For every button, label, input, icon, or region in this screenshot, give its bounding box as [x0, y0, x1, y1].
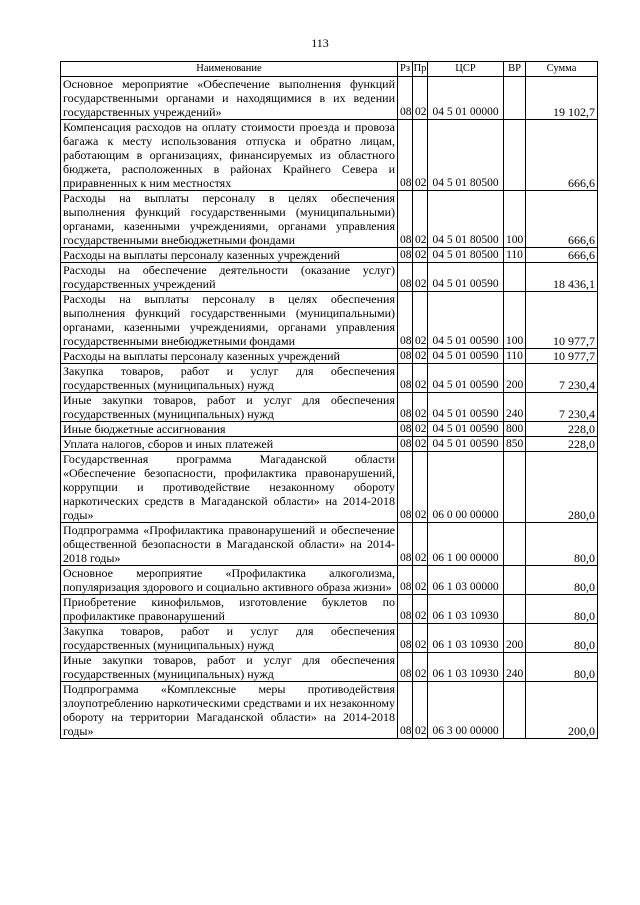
row-name: Подпрограмма «Профилактика правонарушений и обеспечение общественной безопасности в Магаданской области» на 2014-2018 годы» — [61, 523, 398, 566]
row-csr: 04 5 01 00590 — [428, 263, 504, 292]
row-name: Основное мероприятие «Профилактика алкоголизма, популяризация здорового и социально активного образа жизни» — [61, 566, 398, 595]
row-csr: 06 3 00 00000 — [428, 682, 504, 739]
row-pr: 02 — [413, 263, 428, 292]
row-csr: 06 1 03 10930 — [428, 653, 504, 682]
row-name: Расходы на выплаты персоналу в целях обеспечения выполнения функций государственными (муниципальными) органами, казенными учреждениями, органами управления государственными внебюджетными фондами — [61, 292, 398, 349]
row-vr: 200 — [504, 624, 526, 653]
row-vr: 110 — [504, 248, 526, 263]
row-pr: 02 — [413, 566, 428, 595]
row-rz: 08 — [398, 263, 413, 292]
row-sum: 19 102,7 — [526, 77, 598, 120]
table-row — [61, 191, 598, 248]
row-name: Основное мероприятие «Обеспечение выполнения функций государственными органами и находящимися в их ведении государственных учреждений» — [61, 77, 398, 120]
row-csr: 04 5 01 00590 — [428, 422, 504, 437]
row-csr: 06 1 03 00000 — [428, 566, 504, 595]
row-csr: 04 5 01 00590 — [428, 349, 504, 364]
row-vr: 800 — [504, 422, 526, 437]
row-name: Закупка товаров, работ и услуг для обеспечения государственных (муниципальных) нужд — [61, 624, 398, 653]
row-vr — [504, 595, 526, 624]
row-pr: 02 — [413, 292, 428, 349]
row-rz: 08 — [398, 422, 413, 437]
row-sum: 80,0 — [526, 653, 598, 682]
row-sum: 7 230,4 — [526, 393, 598, 422]
row-sum: 10 977,7 — [526, 349, 598, 364]
row-rz: 08 — [398, 191, 413, 248]
table-row — [61, 682, 598, 739]
budget-table — [60, 61, 598, 739]
table-row — [61, 624, 598, 653]
row-vr — [504, 566, 526, 595]
row-rz: 08 — [398, 393, 413, 422]
row-rz: 08 — [398, 682, 413, 739]
row-sum: 200,0 — [526, 682, 598, 739]
row-pr: 02 — [413, 595, 428, 624]
row-pr: 02 — [413, 77, 428, 120]
row-pr: 02 — [413, 120, 428, 191]
row-sum: 228,0 — [526, 422, 598, 437]
table-row — [61, 263, 598, 292]
row-rz: 08 — [398, 292, 413, 349]
row-csr: 06 0 00 00000 — [428, 452, 504, 523]
row-pr: 02 — [413, 422, 428, 437]
row-sum: 80,0 — [526, 624, 598, 653]
row-name: Расходы на обеспечение деятельности (оказание услуг) государственных учреждений — [61, 263, 398, 292]
row-csr: 04 5 01 80500 — [428, 248, 504, 263]
row-vr: 850 — [504, 437, 526, 452]
table-row — [61, 364, 598, 393]
table-row — [61, 653, 598, 682]
row-pr: 02 — [413, 523, 428, 566]
row-sum: 280,0 — [526, 452, 598, 523]
row-name: Расходы на выплаты персоналу казенных учреждений — [61, 248, 398, 263]
header-csr: ЦСР — [428, 62, 504, 77]
row-name: Государственная программа Магаданской области «Обеспечение безопасности, профилактика правонарушений, коррупции и противодействие незаконному обороту наркотических средств в Магаданской области» на 2014-2018 годы» — [61, 452, 398, 523]
header-pr: Пр — [413, 62, 428, 77]
row-rz: 08 — [398, 349, 413, 364]
row-sum: 228,0 — [526, 437, 598, 452]
table-row — [61, 393, 598, 422]
row-csr: 04 5 01 00590 — [428, 292, 504, 349]
row-name: Закупка товаров, работ и услуг для обеспечения государственных (муниципальных) нужд — [61, 364, 398, 393]
row-name: Компенсация расходов на оплату стоимости проезда и провоза багажа к месту использования отпуска и обратно лицам, работающим в организациях, финансируемых из областного бюджета, расположенных в районах Крайнего Севера и приравненных к ним местностях — [61, 120, 398, 191]
row-vr: 240 — [504, 653, 526, 682]
row-pr: 02 — [413, 248, 428, 263]
row-sum: 18 436,1 — [526, 263, 598, 292]
row-pr: 02 — [413, 349, 428, 364]
row-vr: 110 — [504, 349, 526, 364]
row-vr — [504, 77, 526, 120]
table-row — [61, 523, 598, 566]
table-row — [61, 437, 598, 452]
row-vr — [504, 682, 526, 739]
row-pr: 02 — [413, 624, 428, 653]
row-rz: 08 — [398, 624, 413, 653]
row-csr: 04 5 01 00590 — [428, 364, 504, 393]
row-csr: 04 5 01 80500 — [428, 191, 504, 248]
row-rz: 08 — [398, 364, 413, 393]
row-pr: 02 — [413, 191, 428, 248]
table-row — [61, 349, 598, 364]
row-vr — [504, 263, 526, 292]
row-sum: 7 230,4 — [526, 364, 598, 393]
row-vr: 240 — [504, 393, 526, 422]
row-sum: 666,6 — [526, 248, 598, 263]
table-row — [61, 595, 598, 624]
row-name: Расходы на выплаты персоналу казенных учреждений — [61, 349, 398, 364]
row-rz: 08 — [398, 566, 413, 595]
table-row — [61, 248, 598, 263]
row-pr: 02 — [413, 393, 428, 422]
row-rz: 08 — [398, 523, 413, 566]
row-vr: 200 — [504, 364, 526, 393]
row-rz: 08 — [398, 437, 413, 452]
row-pr: 02 — [413, 437, 428, 452]
header-name: Наименование — [61, 62, 398, 77]
row-sum: 666,6 — [526, 120, 598, 191]
row-csr: 06 1 03 10930 — [428, 624, 504, 653]
row-name: Подпрограмма «Комплексные меры противодействия злоупотреблению наркотическими средствами и их незаконному обороту на территории Магаданской области» на 2014-2018 годы» — [61, 682, 398, 739]
row-sum: 666,6 — [526, 191, 598, 248]
row-name: Иные бюджетные ассигнования — [61, 422, 398, 437]
row-csr: 04 5 01 00000 — [428, 77, 504, 120]
row-vr — [504, 523, 526, 566]
row-pr: 02 — [413, 653, 428, 682]
table-row — [61, 120, 598, 191]
row-csr: 06 1 03 10930 — [428, 595, 504, 624]
row-sum: 80,0 — [526, 566, 598, 595]
row-pr: 02 — [413, 452, 428, 523]
row-name: Уплата налогов, сборов и иных платежей — [61, 437, 398, 452]
row-vr: 100 — [504, 191, 526, 248]
row-csr: 04 5 01 00590 — [428, 393, 504, 422]
row-rz: 08 — [398, 452, 413, 523]
row-csr: 04 5 01 00590 — [428, 437, 504, 452]
header-sum: Сумма — [526, 62, 598, 77]
row-name: Расходы на выплаты персоналу в целях обеспечения выполнения функций государственными (муниципальными) органами, казенными учреждениями, органами управления государственными внебюджетными фондами — [61, 191, 398, 248]
row-name: Иные закупки товаров, работ и услуг для обеспечения государственных (муниципальных) нужд — [61, 653, 398, 682]
row-csr: 06 1 00 00000 — [428, 523, 504, 566]
row-rz: 08 — [398, 120, 413, 191]
table-header-row — [61, 62, 598, 77]
table-row — [61, 452, 598, 523]
row-vr: 100 — [504, 292, 526, 349]
row-name: Иные закупки товаров, работ и услуг для обеспечения государственных (муниципальных) нужд — [61, 393, 398, 422]
table-row — [61, 292, 598, 349]
table-row — [61, 77, 598, 120]
row-rz: 08 — [398, 595, 413, 624]
page-number: 113 — [311, 36, 329, 50]
header-rz: Рз — [398, 62, 413, 77]
table-row — [61, 566, 598, 595]
row-csr: 04 5 01 80500 — [428, 120, 504, 191]
row-rz: 08 — [398, 77, 413, 120]
row-sum: 80,0 — [526, 595, 598, 624]
row-sum: 10 977,7 — [526, 292, 598, 349]
row-rz: 08 — [398, 248, 413, 263]
row-pr: 02 — [413, 682, 428, 739]
header-vr: ВР — [504, 62, 526, 77]
row-rz: 08 — [398, 653, 413, 682]
table-row — [61, 422, 598, 437]
row-pr: 02 — [413, 364, 428, 393]
row-sum: 80,0 — [526, 523, 598, 566]
row-vr — [504, 120, 526, 191]
row-name: Приобретение кинофильмов, изготовление буклетов по профилактике правонарушений — [61, 595, 398, 624]
row-vr — [504, 452, 526, 523]
